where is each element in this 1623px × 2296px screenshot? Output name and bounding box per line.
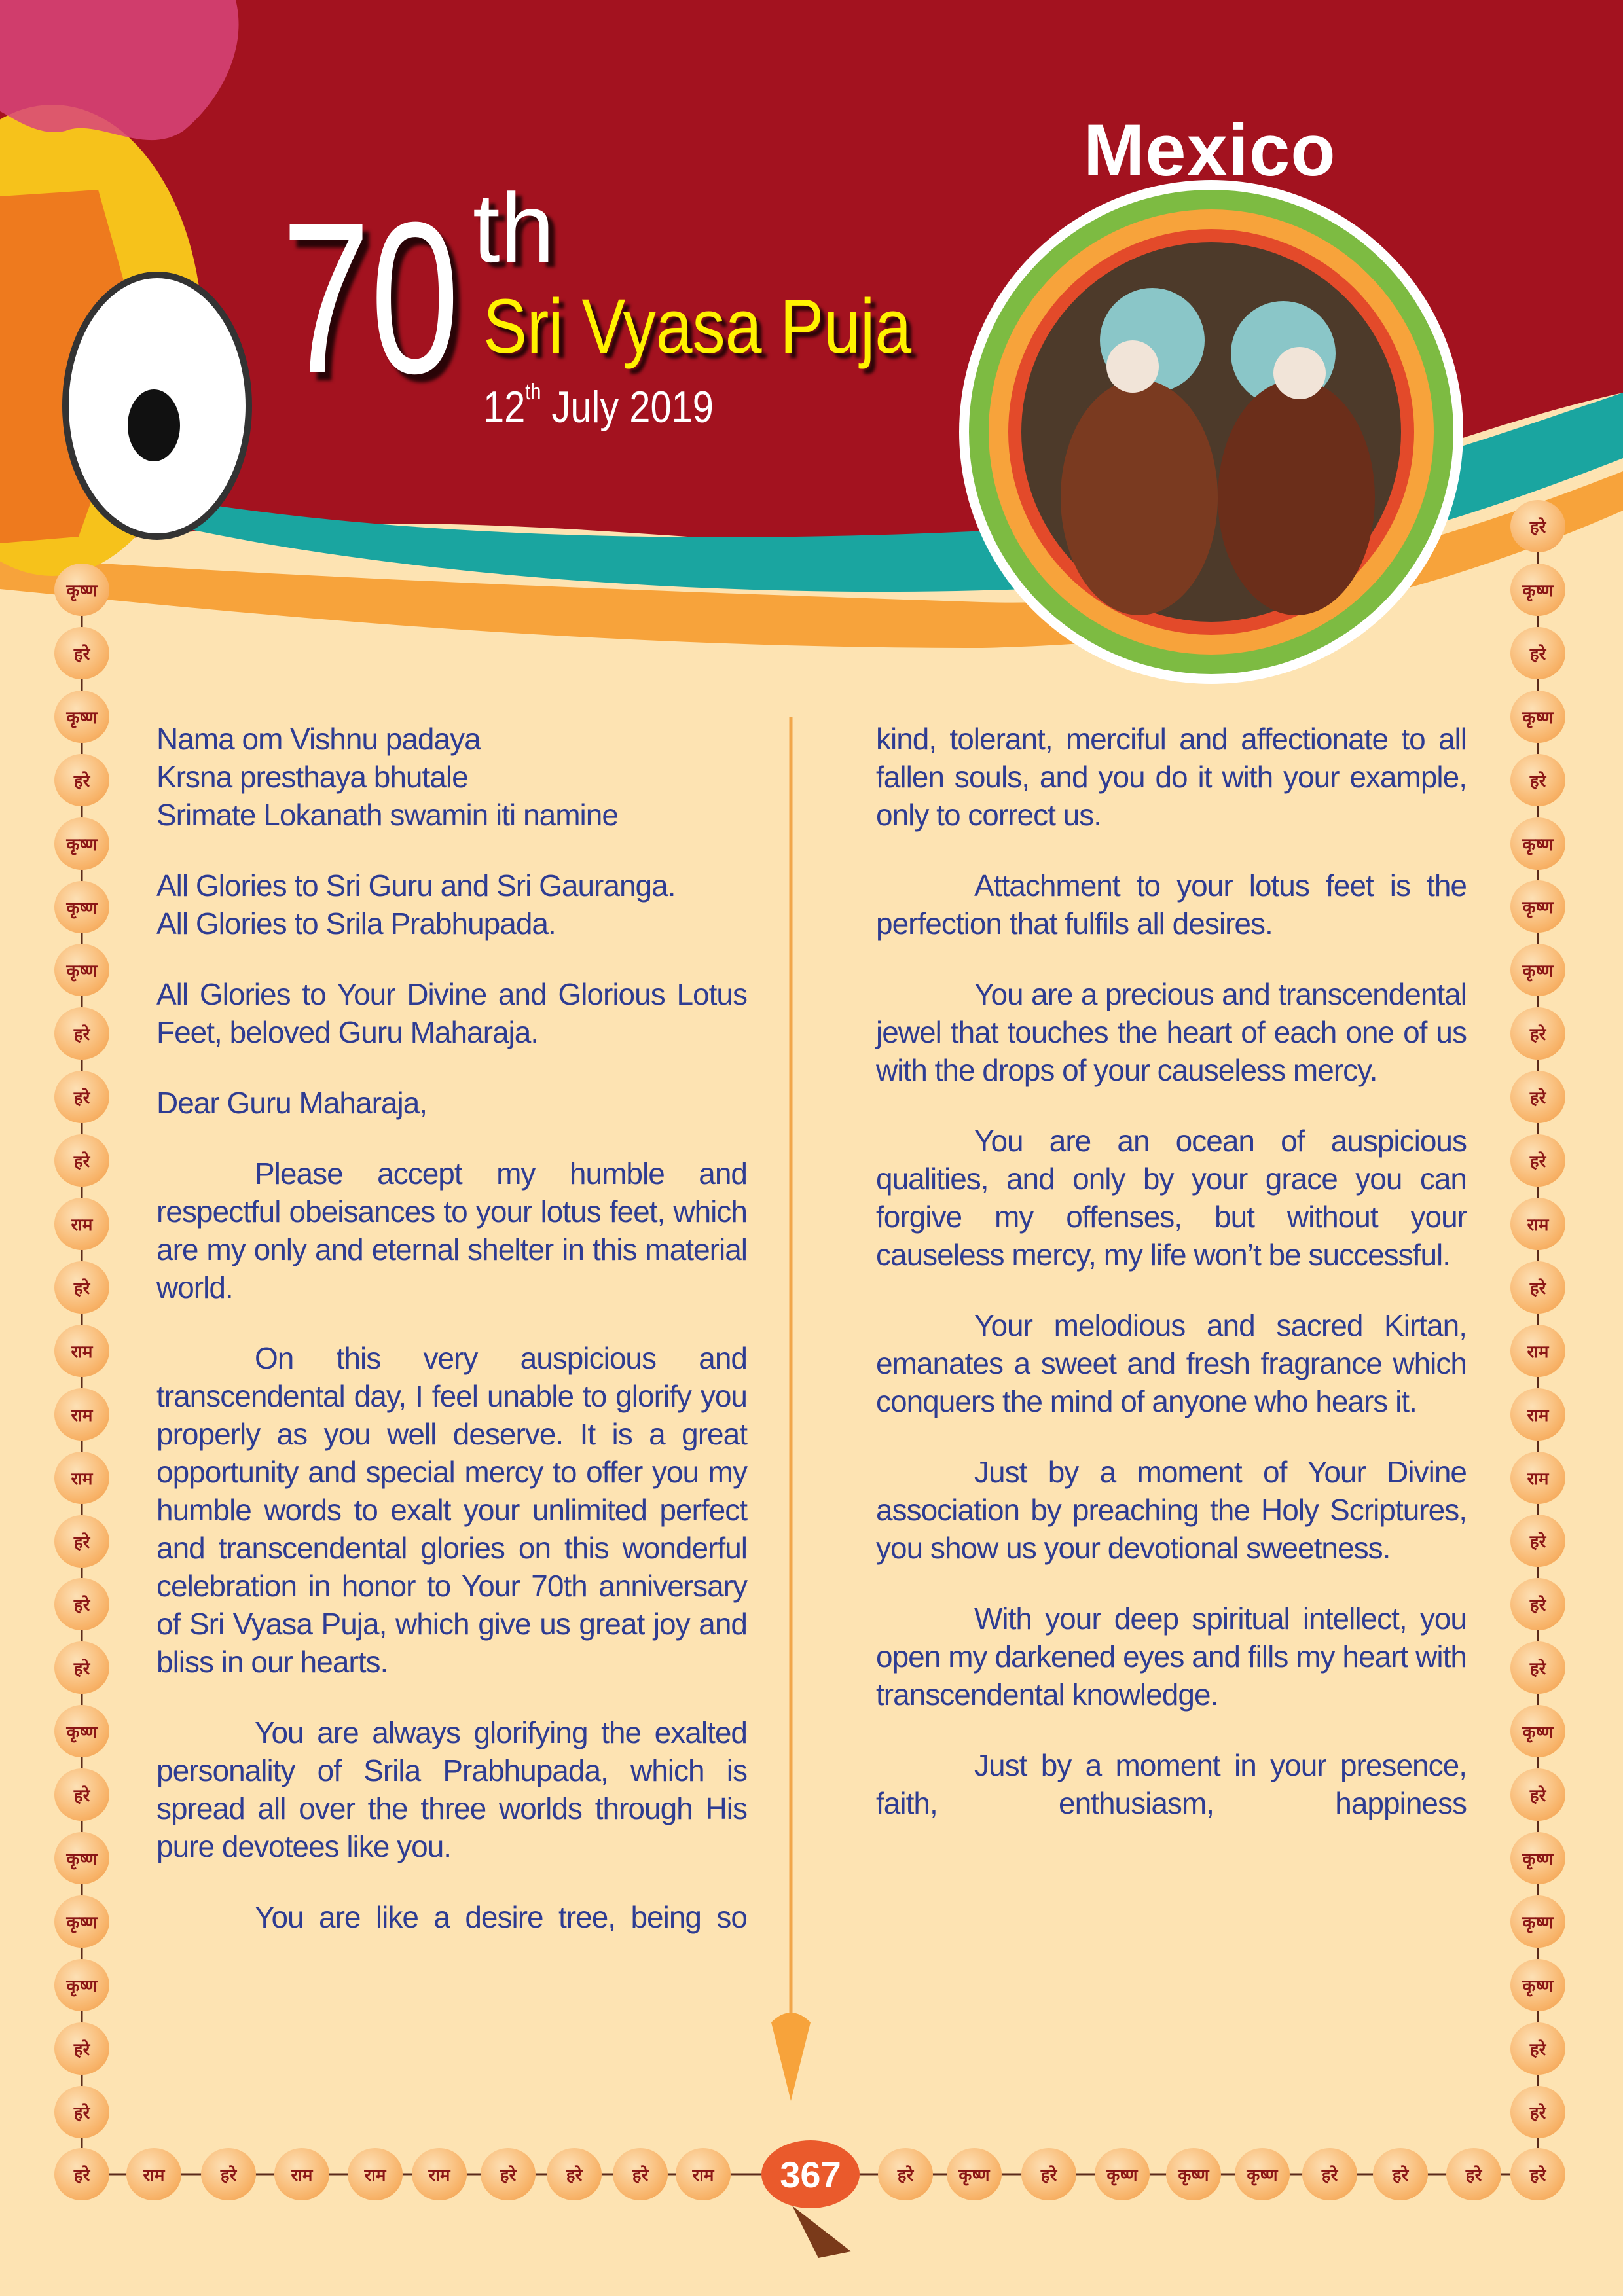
bead-label: राम [676,2148,731,2200]
paragraph: With your deep spiritual intellect, you open my darkened eyes and fills my heart with transcendental knowledge. [876,1602,1467,1712]
bead-label: हरे [613,2148,668,2200]
bead-label: हरे [201,2148,256,2200]
bead-label: कृष्ण [1510,1959,1565,2011]
bead-label: हरे [878,2148,933,2200]
bead-label: हरे [1510,2022,1565,2075]
location-title: Mexico [1084,109,1336,191]
bead-label: हरे [1446,2148,1501,2200]
paragraph: All Glories to Your Divine and Glorious Lotus Feet, beloved Guru Maharaja. [156,977,747,1049]
bead-label: हरे [54,1768,109,1821]
bead-label: कृष्ण [1095,2148,1150,2200]
bead-label: कृष्ण [1235,2148,1290,2200]
bead-label: राम [54,1452,109,1504]
bead-label: हरे [54,2022,109,2075]
paragraph: You are an ocean of auspicious qualities, and only by your grace you can forgive my offenses, but without your causeless mercy, my life won’t be successful. [876,1124,1467,1272]
text-line: All Glories to Srila Prabhupada. [156,906,556,941]
paragraph [156,867,747,942]
paragraph: Dear Guru Maharaja, [156,1086,428,1120]
bead-label: हरे [1510,1007,1565,1060]
bead-label: हरे [1510,1134,1565,1187]
anniversary-ordinal: th [473,173,555,283]
bead-label: कृष्ण [54,1895,109,1948]
date-day: 12 [483,382,526,432]
bead-label: कृष्ण [54,691,109,743]
bead-label: हरे [54,1578,109,1630]
bead-label: हरे [1510,754,1565,806]
bead-label: हरे [54,754,109,806]
paragraph: kind, tolerant, merciful and affectionate to all fallen souls, and you do it with your example, only to correct us. [876,722,1467,832]
bead-label: कृष्ण [1510,817,1565,870]
page-number: 367 [761,2140,860,2208]
bead-label: हरे [54,2086,109,2138]
bead-label: राम [54,1325,109,1377]
text-line: Nama om Vishnu padaya [156,722,481,756]
paragraph: Your melodious and sacred Kirtan, emanates a sweet and fresh fragrance which conquers the mind of anyone who hears it. [876,1308,1467,1418]
bead-label: हरे [1510,1641,1565,1694]
bead-label: कृष्ण [1510,880,1565,933]
bead-label: कृष्ण [1510,691,1565,743]
bead-label: राम [54,1198,109,1250]
bead-label: राम [126,2148,181,2200]
bead-label: हरे [1510,500,1565,552]
bead-label: हरे [1510,1578,1565,1630]
paragraph: Just by a moment of Your Divine association by preaching the Holy Scriptures, you show us your devotional sweetness. [876,1455,1467,1565]
bead-label: कृष्ण [54,817,109,870]
bead-label: हरे [54,1261,109,1314]
bead-label: हरे [1302,2148,1357,2200]
right-text-column [876,720,1467,1855]
date-ordinal: th [525,380,541,404]
bead-label: कृष्ण [54,944,109,996]
bead-label: राम [348,2148,403,2200]
text-line: Krsna presthaya bhutale [156,760,468,794]
bead-label: कृष्ण [54,1959,109,2011]
bead-label: कृष्ण [54,1705,109,1757]
bead-label: हरे [481,2148,536,2200]
bead-label: कृष्ण [1510,1705,1565,1757]
bead-label: राम [1510,1198,1565,1250]
bead-label: हरे [54,1515,109,1568]
tassel-ornament [792,2206,851,2258]
date-rest: July 2019 [541,382,714,432]
paragraph: Attachment to your lotus feet is the perfection that fulfils all desires. [876,869,1467,941]
paragraph: Just by a moment in your presence, faith, enthusiasm, happiness [876,1748,1467,1820]
bead-label: कृष्ण [54,1832,109,1884]
bead-label: हरे [1510,1515,1565,1567]
left-text-column [156,720,747,1969]
bead-label: हरे [1510,2086,1565,2138]
bead-label: कृष्ण [1510,1895,1565,1948]
divider-drop-ornament [771,2013,811,2101]
bead-label: हरे [1510,627,1565,679]
bead-label: हरे [1021,2148,1076,2200]
bead-label: कृष्ण [947,2148,1002,2200]
bead-label: हरे [54,1071,109,1123]
bead-label: हरे [1510,2148,1565,2200]
deity-photo [959,180,1463,684]
bead-label: राम [1510,1388,1565,1441]
bead-label: राम [1510,1325,1565,1377]
bead-label: कृष्ण [1510,564,1565,616]
bead-label: राम [412,2148,467,2200]
bead-label: कृष्ण [1510,1832,1565,1884]
bead-label: राम [54,1388,109,1441]
bead-label: कृष्ण [1166,2148,1221,2200]
bead-label: कृष्ण [54,564,109,616]
paragraph: On this very auspicious and transcendental day, I feel unable to glorify you properly as you well deserve. It is a great opportunity and special mercy to offer you my humble words to exalt your unlimited perfect and transcendental glories on this wonderful celebration in honor to Your 70th anniversary of Sri Vyasa Puja, which give us great joy and bliss in our hearts. [156,1341,747,1679]
bead-label: कृष्ण [1510,944,1565,996]
text-line: Srimate Lokanath swamin iti namine [156,798,618,832]
anniversary-number: 70 [282,177,460,418]
paragraph: Please accept my humble and respectful obeisances to your lotus feet, which are my only and eternal shelter in this material world. [156,1157,747,1304]
bead-label: हरे [1373,2148,1428,2200]
bead-label: हरे [1510,1768,1565,1821]
bead-label: हरे [547,2148,602,2200]
bead-label: हरे [54,1641,109,1694]
paragraph: You are a precious and transcendental jewel that touches the heart of each one of us with the drops of your causeless mercy. [876,977,1467,1087]
bead-label: राम [1510,1452,1565,1504]
paragraph: You are like a desire tree, being so [255,1900,747,1934]
bead-label: हरे [54,1007,109,1060]
event-title: Sri Vyasa Puja [483,283,912,370]
bead-label: हरे [54,2148,109,2200]
bead-label: हरे [54,1134,109,1187]
bead-label: हरे [1510,1261,1565,1314]
paragraph: You are always glorifying the exalted personality of Srila Prabhupada, which is spread all over the three worlds through His pure devotees like you. [156,1715,747,1863]
event-date [483,380,714,432]
bead-label: हरे [1510,1071,1565,1123]
bead-label: हरे [54,627,109,679]
paragraph [156,720,747,834]
text-line: All Glories to Sri Guru and Sri Gauranga. [156,869,676,903]
bead-label: कृष्ण [54,881,109,933]
bead-label: राम [274,2148,329,2200]
